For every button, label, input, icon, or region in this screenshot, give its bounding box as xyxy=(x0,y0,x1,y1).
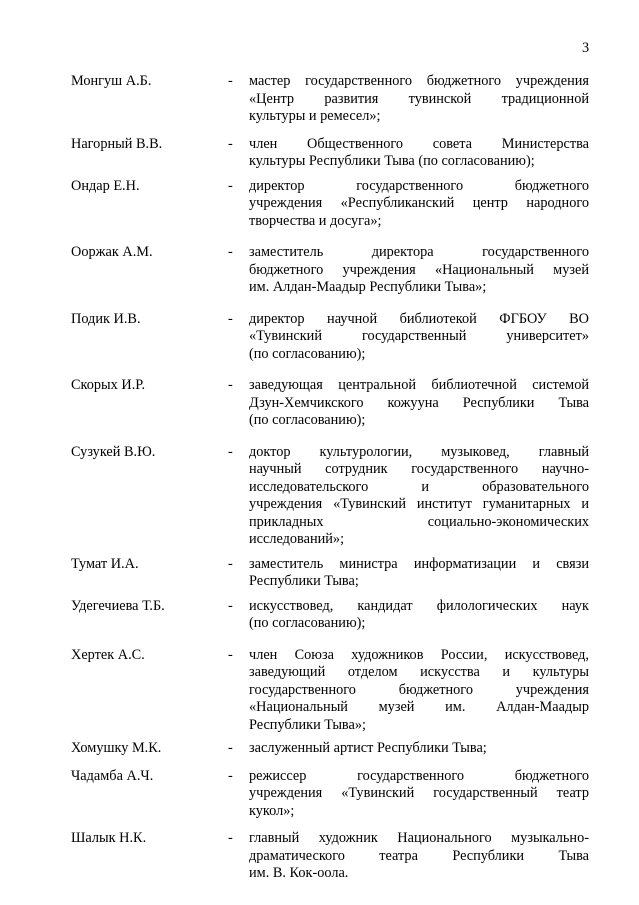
member-name: Шалык Н.К. xyxy=(71,830,147,846)
member-dash: - xyxy=(228,443,233,460)
description-line: государственного бюджетного учреждения xyxy=(249,681,589,698)
member-dash: - xyxy=(228,310,233,327)
member-description xyxy=(249,444,589,549)
member-description xyxy=(249,647,589,735)
member-description xyxy=(249,556,589,591)
description-line: Республики Тыва; xyxy=(249,573,359,589)
member-dash: - xyxy=(228,740,233,756)
description-line: научный сотрудник государственного научно- xyxy=(249,461,589,477)
description-line: «Центр развития тувинской традиционной xyxy=(249,90,589,107)
description-line: бюджетного учреждения «Национальный музей xyxy=(249,261,589,278)
description-line: исследовательского и образовательного xyxy=(249,478,589,495)
page-number: 3 xyxy=(582,40,590,56)
description-line: главный художник Национального музыкально- xyxy=(249,830,589,846)
description-line: член Общественного совета Министерства xyxy=(249,135,589,152)
member-row xyxy=(71,740,589,758)
member-name: Нагорный В.В. xyxy=(71,135,163,152)
member-row xyxy=(71,598,589,633)
member-row xyxy=(71,647,589,735)
description-line: прикладных социально-экономических xyxy=(249,513,589,530)
description-line: Дзун-Хемчикского кожууна Республики Тыва xyxy=(249,394,589,411)
description-line: (по согласованию); xyxy=(249,412,366,428)
member-row xyxy=(71,444,589,549)
description-line: (по согласованию); xyxy=(249,615,366,631)
member-name: Чадамба А.Ч. xyxy=(71,767,154,784)
description-line: мастер государственного бюджетного учреждения xyxy=(249,73,589,89)
description-line: заведующий отделом искусства и культуры xyxy=(249,664,589,680)
member-name: Удегечиева Т.Б. xyxy=(71,597,165,614)
description-line: заслуженный артист Республики Тыва; xyxy=(249,740,487,756)
member-row xyxy=(71,556,589,591)
member-description xyxy=(249,768,589,821)
member-dash: - xyxy=(228,646,233,663)
member-row xyxy=(71,73,589,126)
member-row xyxy=(71,136,589,171)
member-row xyxy=(71,311,589,364)
description-line: член Союза художников России, искусствовед, xyxy=(249,646,589,663)
member-row xyxy=(71,768,589,821)
description-line: заместитель министра информатизации и связи xyxy=(249,555,589,572)
description-line: учреждения «Республиканский центр народного xyxy=(249,195,589,211)
member-description xyxy=(249,740,589,758)
member-row xyxy=(71,830,589,883)
member-dash: - xyxy=(228,830,233,846)
member-dash: - xyxy=(228,767,233,784)
description-line: им. В. Кок-оола. xyxy=(249,865,349,881)
member-dash: - xyxy=(228,244,233,260)
description-line: драматического театра Республики Тыва xyxy=(249,847,589,864)
member-name: Тумат И.А. xyxy=(71,555,139,572)
member-name: Скорых И.Р. xyxy=(71,377,146,393)
description-line: исследований»; xyxy=(249,531,345,547)
member-name: Сузукей В.Ю. xyxy=(71,443,156,460)
member-description xyxy=(249,311,589,364)
description-line: директор государственного бюджетного xyxy=(249,177,589,194)
member-dash: - xyxy=(228,73,233,89)
description-line: культуры и ремесел»; xyxy=(249,108,381,124)
member-description xyxy=(249,830,589,883)
member-row xyxy=(71,377,589,430)
description-line: им. Алдан-Маадыр Республики Тыва»; xyxy=(249,279,487,295)
member-name: Ооржак А.М. xyxy=(71,244,153,260)
description-line: учреждения «Тувинский институт гуманитарных и xyxy=(249,496,589,512)
description-line: «Национальный музей им. Алдан-Маадыр xyxy=(249,699,589,715)
member-description xyxy=(249,244,589,297)
member-list xyxy=(71,73,589,883)
member-description xyxy=(249,136,589,171)
description-line: заместитель директора государственного xyxy=(249,244,589,260)
member-dash: - xyxy=(228,135,233,152)
member-dash: - xyxy=(228,177,233,194)
member-description xyxy=(249,178,589,231)
member-name: Подик И.В. xyxy=(71,310,141,327)
member-name: Монгуш А.Б. xyxy=(71,73,152,89)
member-description xyxy=(249,377,589,430)
member-name: Хомушку М.К. xyxy=(71,740,162,756)
member-name: Ондар Е.Н. xyxy=(71,177,140,194)
member-description xyxy=(249,598,589,633)
description-line: искусствовед, кандидат филологических наук xyxy=(249,597,589,614)
member-name: Хертек А.С. xyxy=(71,646,145,663)
member-description xyxy=(249,73,589,126)
description-line: режиссер государственного бюджетного xyxy=(249,767,589,784)
member-dash: - xyxy=(228,377,233,393)
member-row xyxy=(71,178,589,231)
description-line: учреждения «Тувинский государственный театр xyxy=(249,785,589,801)
member-row xyxy=(71,244,589,297)
description-line: (по согласованию); xyxy=(249,345,366,362)
description-line: заведующая центральной библиотечной системой xyxy=(249,377,589,393)
description-line: директор научной библиотекой ФГБОУ ВО xyxy=(249,310,589,327)
description-line: доктор культурологии, музыковед, главный xyxy=(249,443,589,460)
member-dash: - xyxy=(228,597,233,614)
description-line: «Тувинский государственный университет» xyxy=(249,328,589,344)
description-line: творчества и досуга»; xyxy=(249,212,382,229)
description-line: кукол»; xyxy=(249,802,295,819)
description-line: культуры Республики Тыва (по согласованию); xyxy=(249,153,535,169)
member-dash: - xyxy=(228,555,233,572)
description-line: Республики Тыва»; xyxy=(249,716,366,733)
